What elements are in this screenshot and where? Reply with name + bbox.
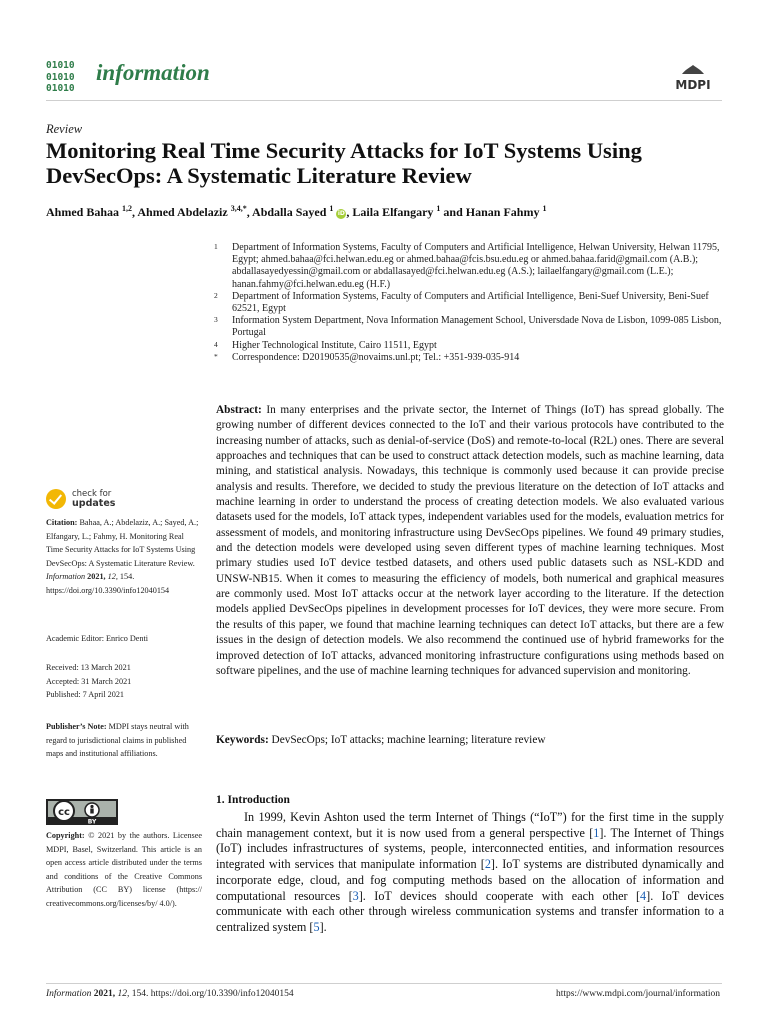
reference-link[interactable]: 2 (484, 857, 491, 872)
footer-year: 2021, (93, 989, 116, 999)
citation-journal: Information (46, 572, 86, 582)
publishers-note-text: MDPI stays neutral with regard to jurisdictional claims in published maps and institutional affiliations. (46, 722, 189, 759)
introduction-text: ]. IoT systems are distributed dynamically and incorporate edge, cloud, and fog computing methods based on the allocation of information and computational resources [ (216, 857, 724, 903)
footer-citation (46, 989, 294, 999)
check-updates-line1: check for (72, 489, 112, 499)
citation-volume: 12, (107, 572, 118, 582)
introduction-text: ]. IoT devices should cooperate with each other [ (358, 888, 641, 903)
affiliation-item (214, 340, 724, 352)
reference-link[interactable]: 4 (640, 888, 647, 903)
accepted-date: Accepted: 31 March 2021 (46, 676, 132, 686)
introduction-text: ]. (319, 919, 327, 934)
check-updates-icon (46, 489, 66, 509)
citation-block (46, 516, 202, 598)
footer-journal-url[interactable]: https://www.mdpi.com/journal/information (555, 989, 720, 999)
journal-name: information (96, 60, 210, 85)
author-name: Hanan Fahmy (465, 205, 543, 219)
affiliation-number: 3 (214, 315, 218, 325)
footer-rule (46, 983, 722, 984)
affiliation-number: 1 (214, 242, 218, 251)
mdpi-logo (668, 64, 718, 94)
author-affiliation-marker: 1 (436, 204, 441, 213)
academic-editor: Academic Editor: Enrico Denti (46, 634, 149, 643)
footer-doi[interactable]: 154. https://doi.org/10.3390/info12040154 (131, 989, 294, 999)
received-date: Received: 13 March 2021 (46, 663, 131, 672)
citation-year: 2021, (87, 572, 106, 582)
citation-label: Citation: (46, 518, 78, 527)
article-title: Monitoring Real Time Security Attacks for IoT Systems Using DevSecOps: A Systematic Literature Review (46, 138, 642, 188)
copyright-label: Copyright: (46, 831, 85, 840)
affiliation-text: Higher Technological Institute, Cairo 11511, Egypt (232, 339, 437, 351)
cc-icon: cc (58, 807, 70, 818)
affiliation-item (214, 291, 724, 315)
affiliation-number: 2 (214, 290, 218, 300)
author-name: Ahmed Bahaa (46, 205, 123, 219)
abstract-label: Abstract: (216, 404, 262, 416)
logo-bits-row: 01010 (46, 83, 75, 94)
citation-doi[interactable]: 154. https://doi.org/10.3390/info12040154 (46, 572, 170, 595)
author-affiliation-marker: 1 (542, 204, 547, 213)
abstract-text: In many enterprises and the private sector, the Internet of Things (IoT) has spread globally. The growing number of different devices connected to the IoT and their various protocols have contributed to the increasing number of attacks, such as denial-of-service (DoS) and remote-to-local (R2L) ones. There are several approaches and techniques that can be used to construct attack detection models, such as machine learning, data mining, and statistical analysis. Nowadays, this technique is commonly used because it can provide precise analysis and results. Therefore, we decided to study the previous literature on the detection of IoT attacks and machine learning in order to understand the process of creating detection models. We also evaluated various datasets used for the models, IoT attack types, independent variables used for the models, evaluation metrics for assessment of models, and monitoring infrastructure using DevSecOps pipelines. We found 49 primary studies, and the detection models were developed using seven different types of machine learning techniques. Most primary studies used IoT device testbed datasets, and others used public datasets such as NSL-KDD and UNSW-NB15. When it comes to measuring the efficiency of models, both numerical and graphical measures are commonly used. Most IoT attacks occur at the network layer according to the literature. If the detection models applied DevSecOps pipelines in development processes for IoT devices, they were more secure. From the results of this paper, we found that machine learning techniques can detect IoT attacks, but there are a few issues in the design of detection models. We also recommend the continued use of hybrid frameworks for the improved detection of IoT attacks, advanced monitoring infrastructure configurations using methods based on software pipelines, and the use of machine learning techniques for advanced supervision and monitoring. (216, 404, 724, 677)
publication-dates (46, 661, 202, 702)
author-name: Ahmed Abdelaziz (137, 205, 231, 219)
reference-link[interactable]: 1 (593, 825, 600, 840)
header-rule (46, 100, 722, 101)
affiliation-text: Information System Department, Nova Information Management School, Universdade Nova de Lisbon, 1099-085 Lisbon, Portugal (232, 315, 722, 339)
introduction-paragraph (216, 810, 724, 936)
reference-link[interactable]: 3 (352, 888, 359, 903)
logo-bits-row: 01010 (46, 60, 75, 71)
article-type: Review (46, 122, 83, 136)
publishers-note-label: Publisher’s Note: (46, 722, 107, 731)
author-list: Ahmed Bahaa $^{1,2}$, Ahmed Abdelaziz $^{3,4,*}$, Abdalla Sayed $^1$ iD, Laila Elfangary $^1$ and Hanan Fahmy $^1$ (46, 204, 547, 219)
affiliation-number: 4 (214, 339, 218, 349)
author-affiliation-marker: 1 (329, 204, 334, 213)
copyright-text: © 2021 by the authors. Licensee MDPI, Basel, Switzerland. This article is an open access article distributed under the terms and conditions of the Creative Commons Attribution (CC BY) license (https:// creativecommons.org/licenses/by/ 4.0/). (46, 831, 203, 908)
mdpi-logo-text: MDPI (675, 78, 711, 92)
affiliation-item (214, 352, 724, 364)
section-heading-introduction: 1. Introduction (216, 794, 290, 806)
published-date: Published: 7 April 2021 (46, 690, 125, 700)
footer-volume: 12, (117, 989, 130, 999)
author-name: Laila Elfangary (352, 205, 437, 219)
keywords (216, 734, 724, 746)
affiliation-text: Correspondence: D20190535@novaims.unl.pt; Tel.: +351-939-035-914 (232, 351, 520, 363)
affiliation-text: Department of Information Systems, Faculty of Computers and Artificial Intelligence, Beni-Suef University, Beni-Suef 62521, Egypt (232, 290, 709, 315)
orcid-icon[interactable]: iD (337, 210, 345, 217)
by-label: BY (87, 818, 97, 825)
journal-logo (46, 60, 90, 96)
author-affiliation-marker: 3,4,* (230, 204, 247, 213)
check-for-updates-button[interactable] (46, 486, 166, 512)
publishers-note (46, 720, 202, 761)
check-updates-line2: updates (72, 498, 116, 509)
introduction-text: In 1999, Kevin Ashton used the term Internet of Things (“IoT”) for the first time in the supply chain management context, but it is now used from a general perspective [ (216, 810, 724, 840)
author-name: Abdalla Sayed (252, 205, 330, 219)
affiliation-text: Department of Information Systems, Faculty of Computers and Artificial Intelligence, Helwan University, Helwan 11795, Egypt; ahmed.bahaa@fci.helwan.edu.eg or ahmed.bahaa@fcis.bsu.edu.eg or ahmed.bahaa.farid@gmail.com (A.B.); abdallasayedyessin@gmail.com or abdallasayed@fci.helwan.edu.eg (A.S.); lailaelfangary@gmail.com (L.E.); hanan.fahmy@fci.helwan.edu.eg (H.F.) (232, 242, 720, 290)
reference-link[interactable]: 5 (313, 919, 320, 934)
abstract (216, 403, 724, 679)
affiliation-item (214, 315, 724, 339)
footer-journal: Information (46, 989, 92, 999)
introduction-text: ]. The Internet of Things (IoT) includes infrastructures of systems, people, interconnected entities, and information resources integrated with services that manipulate information [ (216, 825, 724, 872)
logo-bits-row: 01010 (46, 71, 75, 83)
affiliations (214, 242, 724, 364)
author-affiliation-marker: 1,2 (122, 204, 133, 213)
cc-by-license-badge[interactable] (46, 799, 118, 825)
affiliation-item (214, 242, 724, 291)
citation-text: Bahaa, A.; Abdelaziz, A.; Sayed, A.; Elfangary, L.; Fahmy, H. Monitoring Real Time Security Attacks for IoT Systems Using DevSecOps: A Systematic Literature Review. (46, 518, 199, 568)
keywords-text: DevSecOps; IoT attacks; machine learning; literature review (271, 734, 546, 746)
copyright-notice (46, 829, 202, 911)
by-person-icon (90, 805, 93, 808)
keywords-label: Keywords: (216, 734, 269, 746)
introduction-text: ]. IoT devices communicate with each other through wireless communication systems and transfer information to a centralized system [ (216, 888, 724, 934)
affiliation-number: * (214, 351, 218, 361)
